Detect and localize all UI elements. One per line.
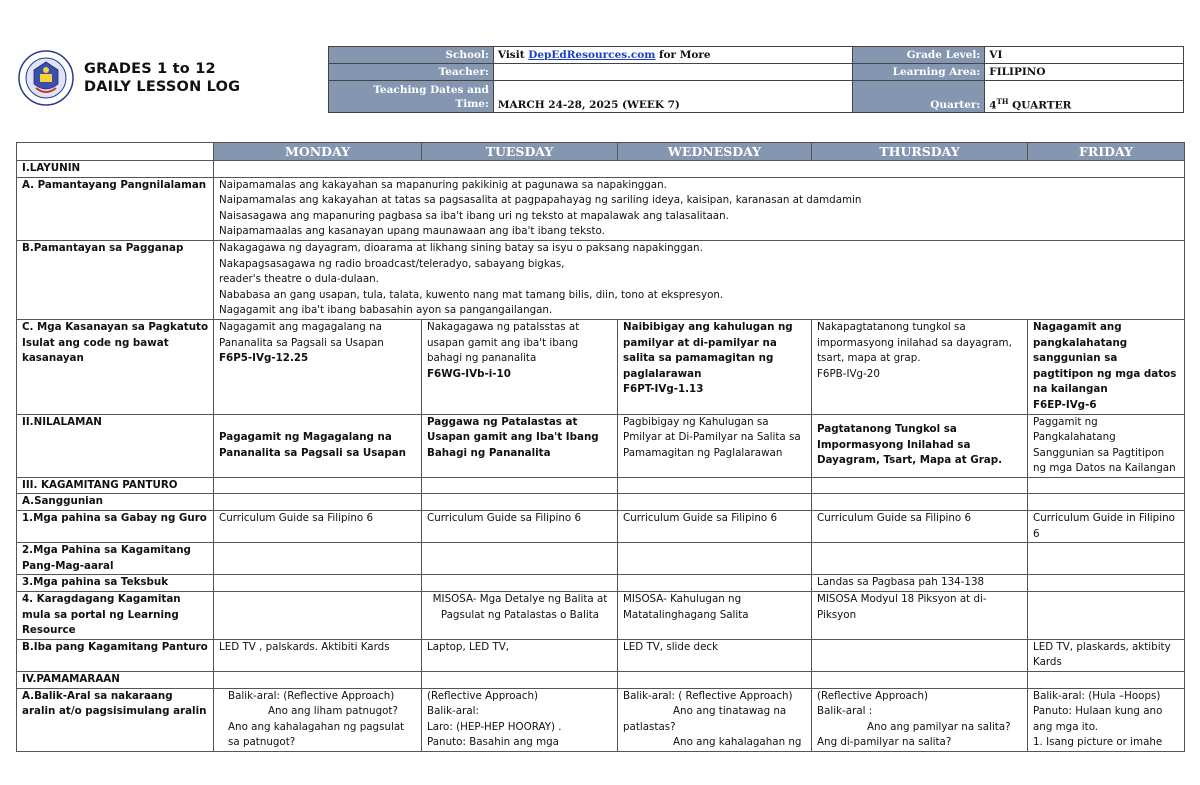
kasanayan-wednesday	[618, 319, 812, 414]
teacher-label: Teacher:	[329, 64, 494, 81]
gabay-monday: Curriculum Guide sa Filipino 6	[214, 511, 422, 543]
kasanayan-text: Nakapagtatanong tungkol sa impormasyong inilahad sa dayagram, tsart, mapa at grap.	[817, 320, 1012, 365]
school-value	[493, 47, 853, 64]
label-nilalaman: II.NILALAMAN	[17, 414, 214, 477]
kasanayan-text: Nakagagawa ng patalsstas at usapan gamit ang iba't ibang bahagi ng pananalita	[427, 320, 580, 365]
info-table	[328, 46, 1184, 113]
pamantayang-line: Naipamamaalas ang kasanayan upang maunawaan ang iba't ibang teksto.	[219, 225, 605, 238]
label-layunin: I.LAYUNIN	[17, 161, 214, 178]
nilalaman-tuesday: Paggawa ng Patalastas at Usapan gamit ang Iba't Ibang Bahagi ng Pananalita	[422, 414, 618, 477]
kasanayan-code: F6P5-IVg-12.25	[219, 352, 309, 365]
corner-cell	[17, 143, 214, 161]
iba-tuesday: Laptop, LED TV,	[422, 639, 618, 671]
row-gabay	[17, 511, 1185, 543]
cell-empty	[422, 575, 618, 592]
balik-line: Panuto: Basahin ang mga	[427, 736, 559, 749]
row-nilalaman	[17, 414, 1185, 477]
area-label: Learning Area:	[853, 64, 985, 81]
quarter-value	[985, 81, 1184, 113]
portal-thursday: MISOSA Modyul 18 Piksyon at di-Piksyon	[812, 592, 1028, 640]
dates-value: MARCH 24-28, 2025 (WEEK 7)	[493, 81, 853, 113]
row-pagganap	[17, 240, 1185, 319]
balik-line: (Reflective Approach)	[427, 689, 539, 702]
teacher-value	[493, 64, 853, 81]
page-title	[84, 60, 240, 96]
cell-empty	[422, 543, 618, 575]
nilalaman-friday: Paggamit ng Pangkalahatang Sanggunian sa Pagtitipon ng mga Datos na Kailangan	[1028, 414, 1185, 477]
balik-line: Ano ang kahalagahan ng pagsulat sa patnugot?	[228, 720, 405, 749]
label-portal: 4. Karagdagang Kagamitan mula sa portal ng Learning Resource	[17, 592, 214, 640]
cell-pamantayang	[214, 177, 1185, 240]
deped-seal-icon	[18, 50, 74, 106]
kasanayan-thursday	[812, 319, 1028, 414]
kasanayan-code: F6WG-IVb-i-10	[427, 367, 511, 380]
label-balik-aral: A.Balik-Aral sa nakaraang aralin at/o pagsisimulang aralin	[17, 688, 214, 751]
label-iba: B.Iba pang Kagamitang Panturo	[17, 639, 214, 671]
dates-label-line1: Teaching Dates and	[373, 83, 489, 96]
label-pagganap: B.Pamantayan sa Pagganap	[17, 240, 214, 319]
cell-empty	[618, 543, 812, 575]
cell-empty	[214, 592, 422, 640]
cell-empty	[618, 672, 812, 689]
balik-line: Balik-aral :	[817, 705, 873, 718]
dates-label-line2: Time:	[455, 97, 489, 110]
quarter-label: Quarter:	[853, 81, 985, 113]
cell-empty	[618, 494, 812, 511]
pagganap-line: reader's theatre o dula-dulaan.	[219, 273, 379, 286]
balik-line: Panuto: Hulaan kung ano ang mga ito.	[1033, 705, 1163, 733]
area-value: FILIPINO	[985, 64, 1184, 81]
title-line-2: DAILY LESSON LOG	[84, 79, 241, 95]
balik-tuesday	[422, 688, 618, 751]
pagganap-line: Nagagamit ang iba't ibang babasahin ayon sa pangangailangan.	[219, 304, 553, 317]
day-header-row	[17, 143, 1185, 161]
row-iba	[17, 639, 1185, 671]
label-pamamaraan: IV.PAMAMARAAN	[17, 672, 214, 689]
header	[16, 46, 1184, 112]
day-tuesday: TUESDAY	[422, 143, 618, 161]
row-sanggunian	[17, 494, 1185, 511]
pamantayang-line: Naisasagawa ang mapanuring pagbasa sa iba't ibang uri ng teksto at mapalawak ang talasalitaan.	[219, 209, 729, 222]
balik-line: Ano ang tinatawag na	[673, 705, 787, 718]
iba-friday: LED TV, plaskards, aktibity Kards	[1028, 639, 1185, 671]
balik-line: Balik-aral:	[427, 705, 479, 718]
cell-empty	[214, 575, 422, 592]
nilalaman-monday: Pagagamit ng Magagalang na Pananalita sa Pagsali sa Usapan	[214, 414, 422, 477]
row-kasanayan	[17, 319, 1185, 414]
school-label: School:	[329, 47, 494, 64]
pamantayang-line: Naipamamalas ang kakayahan at tatas sa pagsasalita at pagpapahayag ng sariling ideya, kaisipan, karanasan at damdamin	[219, 194, 862, 207]
balik-line: 1. Isang picture or imahe	[1033, 736, 1163, 749]
day-monday: MONDAY	[214, 143, 422, 161]
gabay-wednesday: Curriculum Guide sa Filipino 6	[618, 511, 812, 543]
cell-empty	[422, 477, 618, 494]
quarter-sup: TH	[996, 96, 1009, 106]
row-layunin	[17, 161, 1185, 178]
row-pamantayang	[17, 177, 1185, 240]
gabay-friday: Curriculum Guide in Filipino 6	[1028, 511, 1185, 543]
label-teksbuk: 3.Mga pahina sa Teksbuk	[17, 575, 214, 592]
balik-wednesday	[618, 688, 812, 751]
grade-value: VI	[985, 47, 1184, 64]
gabay-thursday: Curriculum Guide sa Filipino 6	[812, 511, 1028, 543]
dates-label	[329, 81, 494, 113]
row-balik-aral	[17, 688, 1185, 751]
nilalaman-wednesday: Pagbibigay ng Kahulugan sa Pmilyar at Di-Pamilyar na Salita sa Pamamagitan ng Paglalarawan	[618, 414, 812, 477]
balik-line: Ano ang liham patnugot?	[268, 705, 398, 718]
cell-empty	[618, 477, 812, 494]
balik-line: Balik-aral: (Reflective Approach)	[228, 689, 395, 702]
balik-line: Balik-aral: ( Reflective Approach)	[623, 689, 793, 702]
deped-resources-link[interactable]: DepEdResources.com	[528, 49, 656, 61]
balik-monday	[214, 688, 422, 751]
kasanayan-friday	[1028, 319, 1185, 414]
title-line-1: GRADES 1 to 12	[84, 61, 216, 77]
pamantayang-line: Naipamamalas ang kakayahan sa mapanuring pakikinig at pagunawa sa napakinggan.	[219, 178, 667, 191]
cell-empty	[214, 494, 422, 511]
balik-line: Ano ang pamilyar na salita?	[867, 720, 1011, 733]
cell-empty	[1028, 592, 1185, 640]
cell-empty	[422, 494, 618, 511]
grade-label: Grade Level:	[853, 47, 985, 64]
school-suffix: for More	[655, 49, 711, 61]
cell-empty	[1028, 575, 1185, 592]
balik-line: Ano ang kahalagahan ng	[673, 736, 802, 749]
balik-line: (Reflective Approach)	[817, 689, 929, 702]
kasanayan-text: Nagagamit ang pangkalahatang sanggunian sa pagtitipon ng mga datos na kailangan	[1033, 320, 1177, 396]
quarter-rest: QUARTER	[1008, 99, 1072, 111]
balik-line: Ang di-pamilyar na salita?	[817, 736, 952, 749]
cell-empty	[214, 477, 422, 494]
kasanayan-text: Nagagamit ang magagalang na Pananalita sa Pagsali sa Usapan	[219, 320, 384, 349]
cell-empty	[812, 639, 1028, 671]
lesson-table	[16, 142, 1185, 752]
cell-empty	[422, 672, 618, 689]
kasanayan-code: F6PB-IVg-20	[817, 367, 880, 380]
cell-empty	[214, 672, 422, 689]
cell-layunin	[214, 161, 1185, 178]
cell-empty	[812, 672, 1028, 689]
label-kagamitang-mag-aaral: 2.Mga Pahina sa Kagamitang Pang-Mag-aaral	[17, 543, 214, 575]
kasanayan-code: F6EP-IVg-6	[1033, 398, 1097, 411]
school-prefix: Visit	[497, 49, 529, 61]
balik-line: patlastas?	[623, 720, 676, 733]
day-friday: FRIDAY	[1028, 143, 1185, 161]
pagganap-line: Nakagagawa ng dayagram, dioarama at likhang sining batay sa isyu o paksang napakinggan.	[219, 241, 703, 254]
cell-empty	[1028, 477, 1185, 494]
balik-line: Balik-aral: (Hula –Hoops)	[1033, 689, 1161, 702]
cell-empty	[812, 543, 1028, 575]
teksbuk-thursday: Landas sa Pagbasa pah 134-138	[812, 575, 1028, 592]
kasanayan-monday	[214, 319, 422, 414]
balik-friday	[1028, 688, 1185, 751]
day-wednesday: WEDNESDAY	[618, 143, 812, 161]
cell-empty	[812, 494, 1028, 511]
kasanayan-tuesday	[422, 319, 618, 414]
gabay-tuesday: Curriculum Guide sa Filipino 6	[422, 511, 618, 543]
cell-empty	[812, 477, 1028, 494]
row-pamamaraan	[17, 672, 1185, 689]
label-sanggunian: A.Sanggunian	[17, 494, 214, 511]
balik-thursday	[812, 688, 1028, 751]
iba-monday: LED TV , palskards. Aktibiti Kards	[214, 639, 422, 671]
portal-wednesday: MISOSA- Kahulugan ng Matatalinghagang Salita	[618, 592, 812, 640]
cell-empty	[1028, 672, 1185, 689]
label-gabay: 1.Mga pahina sa Gabay ng Guro	[17, 511, 214, 543]
cell-empty	[618, 575, 812, 592]
label-kagamitan: III. KAGAMITANG PANTURO	[17, 477, 214, 494]
cell-empty	[214, 543, 422, 575]
row-portal	[17, 592, 1185, 640]
portal-tuesday: MISOSA- Mga Detalye ng Balita at Pagsulat ng Patalastas o Balita	[422, 592, 618, 640]
kasanayan-text: Naibibigay ang kahulugan ng pamilyar at di-pamilyar na salita sa pamamagitan ng paglalarawan	[623, 320, 793, 380]
cell-pagganap	[214, 240, 1185, 319]
row-kagamitan	[17, 477, 1185, 494]
row-teksbuk	[17, 575, 1185, 592]
pagganap-line: Nakapagsasagawa ng radio broadcast/teleradyo, sabayang bigkas,	[219, 257, 565, 270]
nilalaman-thursday: Pagtatanong Tungkol sa Impormasyong Inilahad sa Dayagram, Tsart, Mapa at Grap.	[812, 414, 1028, 477]
pagganap-line: Nababasa an gang usapan, tula, talata, kuwento nang mat tamang bilis, diin, tono at ekspresyon.	[219, 288, 724, 301]
balik-line: Laro: (HEP-HEP HOORAY) .	[427, 720, 562, 733]
label-kasanayan: C. Mga Kasanayan sa Pagkatuto Isulat ang code ng bawat kasanayan	[17, 319, 214, 414]
cell-empty	[1028, 543, 1185, 575]
row-kagamitang-mag-aaral	[17, 543, 1185, 575]
day-thursday: THURSDAY	[812, 143, 1028, 161]
cell-empty	[1028, 494, 1185, 511]
label-pamantayang: A. Pamantayang Pangnilalaman	[17, 177, 214, 240]
iba-wednesday: LED TV, slide deck	[618, 639, 812, 671]
kasanayan-code: F6PT-IVg-1.13	[623, 383, 704, 396]
quarter-num: 4	[989, 99, 997, 111]
